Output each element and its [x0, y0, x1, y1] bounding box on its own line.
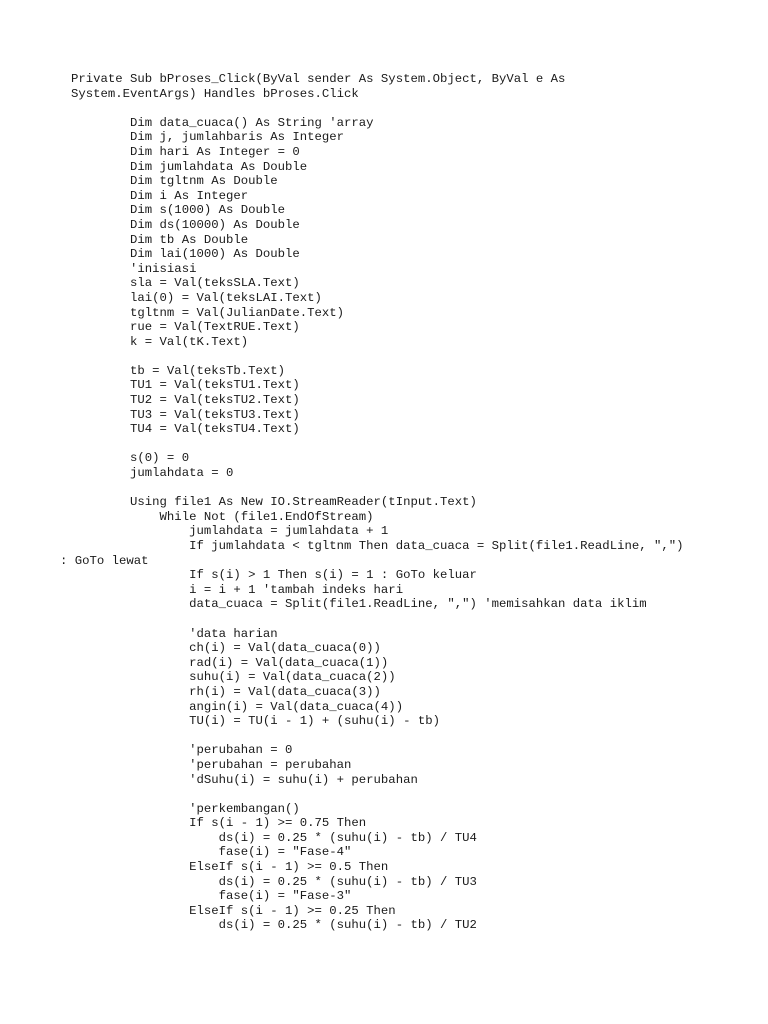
code-line: ch(i) = Val(data_cuaca(0)): [71, 641, 381, 656]
code-line: [71, 612, 684, 627]
code-line: tb = Val(teksTb.Text): [71, 363, 286, 378]
code-line: 'inisiasi: [71, 261, 197, 276]
code-line: Dim tb As Double: [71, 232, 249, 247]
code-line: If s(i - 1) >= 0.75 Then: [71, 816, 367, 831]
code-line: [71, 101, 684, 116]
code-line: sla = Val(teksSLA.Text): [71, 276, 300, 291]
code-line: jumlahdata = jumlahdata + 1: [71, 524, 389, 539]
code-line: Dim i As Integer: [71, 188, 249, 203]
code-line: Dim hari As Integer = 0: [71, 144, 300, 159]
code-line: angin(i) = Val(data_cuaca(4)): [71, 699, 404, 714]
code-line: Dim lai(1000) As Double: [71, 247, 300, 262]
code-line: [71, 437, 684, 452]
code-line: Dim ds(10000) As Double: [71, 217, 300, 232]
code-line: [71, 787, 684, 802]
code-line: fase(i) = "Fase-4": [71, 845, 352, 860]
code-line: ds(i) = 0.25 * (suhu(i) - tb) / TU4: [71, 830, 477, 845]
code-line: tgltnm = Val(JulianDate.Text): [71, 305, 345, 320]
code-line: 'perubahan = perubahan: [71, 757, 352, 772]
code-line: Dim tgltnm As Double: [71, 174, 278, 189]
code-line: : GoTo lewat: [60, 553, 149, 568]
code-listing: [60, 72, 684, 933]
code-line: jumlahdata = 0: [71, 466, 234, 481]
code-line: 'perkembangan(): [71, 801, 300, 816]
code-line: ElseIf s(i - 1) >= 0.25 Then: [71, 903, 396, 918]
code-line: ds(i) = 0.25 * (suhu(i) - tb) / TU2: [71, 918, 477, 933]
code-line: rh(i) = Val(data_cuaca(3)): [71, 684, 381, 699]
code-line: TU4 = Val(teksTU4.Text): [71, 422, 300, 437]
code-line: TU1 = Val(teksTU1.Text): [71, 378, 300, 393]
code-line: rue = Val(TextRUE.Text): [71, 320, 300, 335]
code-line: If jumlahdata < tgltnm Then data_cuaca = Split(file1.ReadLine, ","): [71, 539, 684, 553]
code-line: Dim j, jumlahbaris As Integer: [71, 130, 345, 145]
code-line: TU3 = Val(teksTU3.Text): [71, 407, 300, 422]
code-line: suhu(i) = Val(data_cuaca(2)): [71, 670, 396, 685]
code-line: k = Val(tK.Text): [71, 334, 249, 349]
code-line: fase(i) = "Fase-3": [71, 889, 352, 904]
code-line: While Not (file1.EndOfStream): [71, 509, 374, 524]
code-line: Using file1 As New IO.StreamReader(tInput.Text): [71, 495, 477, 510]
code-line: Private Sub bProses_Click(ByVal sender As System.Object, ByVal e As: [71, 72, 566, 86]
code-line: If s(i) > 1 Then s(i) = 1 : GoTo keluar: [71, 568, 477, 583]
code-line: lai(0) = Val(teksLAI.Text): [71, 290, 322, 305]
code-line: [71, 729, 684, 744]
code-line: [71, 481, 684, 496]
code-line: i = i + 1 'tambah indeks hari: [71, 582, 404, 597]
code-line: Dim s(1000) As Double: [71, 203, 286, 218]
code-line: 'perubahan = 0: [71, 743, 293, 758]
code-line: rad(i) = Val(data_cuaca(1)): [71, 655, 389, 670]
code-line: 'dSuhu(i) = suhu(i) + perubahan: [71, 772, 418, 787]
code-line: s(0) = 0: [71, 451, 190, 466]
code-line: Dim jumlahdata As Double: [71, 159, 308, 174]
code-line: TU(i) = TU(i - 1) + (suhu(i) - tb): [71, 714, 440, 729]
code-line: data_cuaca = Split(file1.ReadLine, ",") 'memisahkan data iklim: [71, 597, 647, 612]
code-line: ds(i) = 0.25 * (suhu(i) - tb) / TU3: [71, 874, 477, 889]
code-line: ElseIf s(i - 1) >= 0.5 Then: [71, 860, 389, 875]
code-line: TU2 = Val(teksTU2.Text): [71, 393, 300, 408]
code-line: System.EventArgs) Handles bProses.Click: [71, 86, 359, 101]
code-line: [71, 349, 684, 364]
code-line: Dim data_cuaca() As String 'array: [71, 115, 374, 130]
code-line: 'data harian: [71, 626, 278, 641]
